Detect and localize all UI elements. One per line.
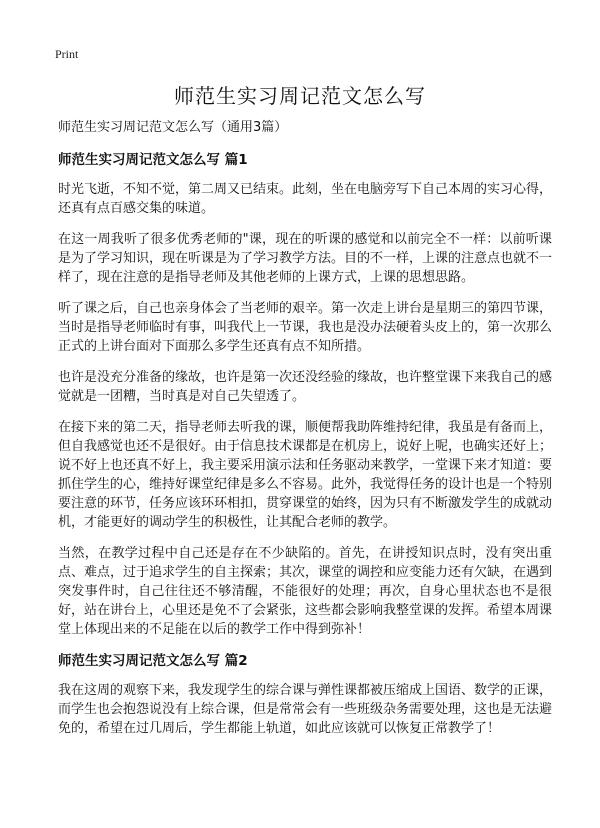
paragraph: 我在这周的观察下来，我发现学生的综合课与弹性课都被压缩成上国语、数学的正课，而学生也会抱怨说没有上综合课，但是常常会有一些班级杂务需要处理，这也是无法避免的，希望在过几周后，学生都能上轨道，如此应该就可以恢复正常教学了！ [58, 683, 553, 736]
paragraph: 当然，在教学过程中自己还是存在不少缺陷的。首先，在讲授知识点时，没有突出重点、难点，过于追求学生的自主探索；其次，课堂的调控和应变能力还有欠缺，在遇到突发事件时，自己往往还不够清醒，不能很好的处理；再次，自身心里状态也不是很好，站在讲台上，心里还是免不了会紧张，这些都会影响我整堂课的发挥。希望本周课堂上体现出来的不足能在以后的教学工作中得到弥补！ [58, 546, 553, 637]
section-heading: 师范生实习周记范文怎么写 篇1 [58, 152, 248, 168]
paragraph: 也许是没充分准备的缘故，也许是第一次还没经验的缘故，也许整堂课下来我自己的感觉就是一团糟，当时真是对自己失望透了。 [58, 370, 553, 404]
paragraph: 听了课之后，自己也亲身体会了当老师的艰辛。第一次走上讲台是星期三的第四节课，当时是指导老师临时有事，叫我代上一节课，我也是没办法硬着头皮上的，第一次那么正式的上讲台面对下面那么多学生还真有点不知所措。 [58, 301, 553, 354]
page-title: 师范生实习周记范文怎么写 [174, 84, 426, 108]
document-subtitle: 师范生实习周记范文怎么写（通用3篇） [58, 120, 288, 135]
document-body [58, 118, 552, 750]
paragraph: 在接下来的第二天，指导老师去听我的课，顺便帮我助阵维持纪律，我虽是有备而上，但自我感觉也还不是很好。由于信息技术课都是在机房上，说好上呢，也确实还好上；说不好上也还真不好上，我主要采用演示法和任务驱动来教学，一堂课下来才知道：要抓住学生的心，维持好课堂纪律是多么不容易。此外，我觉得任务的设计也是一个特别要注意的环节，任务应该环环相扣，贯穿课堂的始终，因为只有不断激发学生的成就动机，才能更好的调动学生的积极性，让其配合老师的教学。 [58, 420, 553, 530]
print-label[interactable]: Print [55, 47, 79, 61]
section-1 [58, 150, 552, 639]
section-heading: 师范生实习周记范文怎么写 篇2 [58, 653, 248, 669]
paragraph: 时光飞逝，不知不觉，第二周又已结束。此刻，坐在电脑旁写下自己本周的实习心得，还真有点百感交集的味道。 [58, 182, 553, 216]
section-2 [58, 651, 552, 738]
paragraph: 在这一周我听了很多优秀老师的"课，现在的听课的感觉和以前完全不一样：以前听课是为了学习知识，现在听课是为了学习教学方法。目的不一样，上课的注意点也就不一样了，现在注意的是指导老师及其他老师的上课方式，上课的思想思路。 [58, 232, 553, 285]
